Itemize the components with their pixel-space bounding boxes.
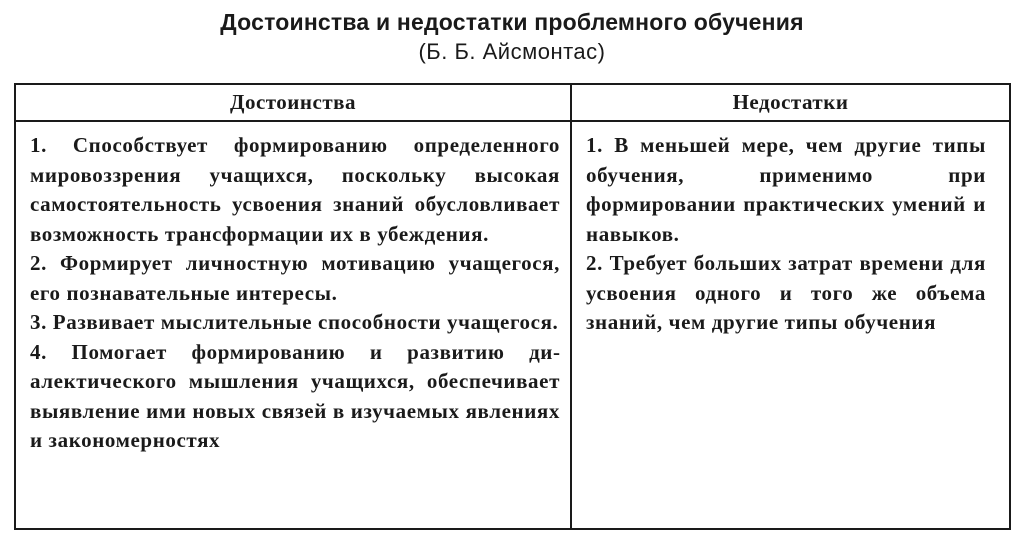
document-title: Достоинства и недостатки проблемного обучения	[220, 9, 804, 35]
disadvantage-item: 1. В меньшей мере, чем другие типы обучения, применимо при формировании практических умений и навыков.	[586, 133, 986, 246]
advantage-item: 3. Развивает мыслительные способности учащегося.	[30, 310, 559, 334]
document-subtitle: (Б. Б. Айсмонтас)	[418, 39, 606, 64]
disadvantages-cell	[586, 122, 986, 338]
disadvantage-item: 2. Требует больших затрат времени для усвоения одного и того же объема знаний, чем другие типы обучения	[586, 251, 986, 334]
header-disadvantages: Недостатки	[732, 90, 849, 114]
advantage-item: 2. Формирует личностную мотивацию учащегося, его познавательные интересы.	[30, 251, 560, 305]
advantage-item: 4. Помогает формированию и развитию диалектического мышления учащихся, обеспечивает выявление ими новых связей в изучаемых явлениях и закономерностях	[30, 339, 560, 452]
title-block	[0, 6, 1024, 66]
header-advantages: Достоинства	[230, 90, 356, 114]
comparison-table	[14, 83, 1011, 530]
table-header-row	[16, 85, 1009, 122]
column-divider	[570, 85, 572, 528]
advantage-item: 1. Способствует формированию определенного мировоззрения учащихся, поскольку высокая самостоятельность усвоения знаний обусловливает возможность трансформации их в убеждения.	[30, 133, 560, 246]
advantages-cell	[30, 122, 560, 456]
